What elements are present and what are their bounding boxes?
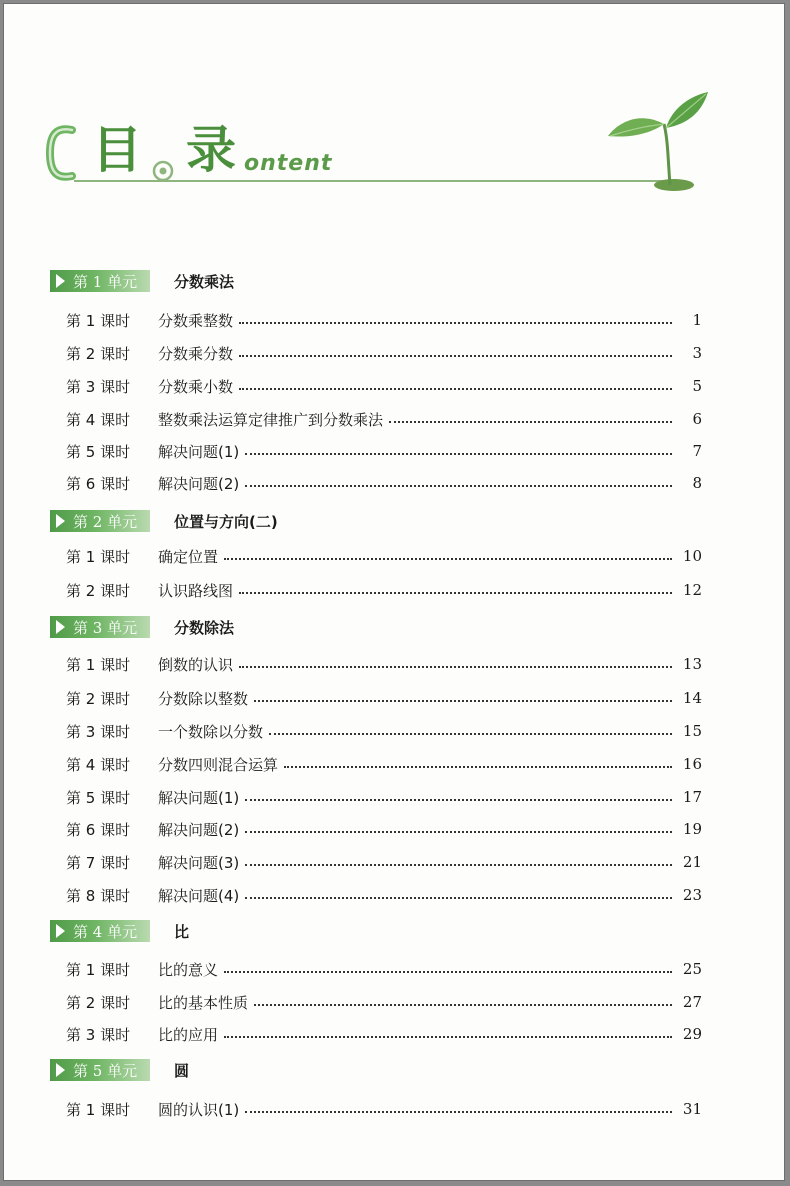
- leader-dots: [239, 666, 672, 668]
- lesson-title: 比的基本性质: [158, 993, 249, 1012]
- unit-header[interactable]: [50, 510, 278, 532]
- title-lu: 录: [186, 121, 236, 179]
- lesson-row[interactable]: [66, 308, 702, 332]
- page-number: 10: [682, 547, 702, 565]
- lesson-row[interactable]: [66, 652, 702, 676]
- lesson-number: 第 2 课时: [66, 993, 131, 1012]
- lesson-number: 第 6 课时: [66, 820, 131, 839]
- lesson-row[interactable]: [66, 439, 702, 463]
- page-number: 27: [682, 993, 702, 1011]
- unit-title: 比: [174, 922, 190, 941]
- leader-dots: [245, 897, 672, 899]
- lesson-title: 分数乘分数: [158, 344, 234, 363]
- lesson-title: 解决问题(4): [158, 886, 240, 905]
- toc-page: [3, 3, 785, 1181]
- page-number: 14: [682, 689, 702, 707]
- header-divider: [74, 180, 674, 182]
- lesson-number: 第 3 课时: [66, 1025, 131, 1044]
- lesson-title: 倒数的认识: [158, 655, 234, 674]
- unit-badge-label: 第 4 单元: [73, 922, 138, 941]
- unit-badge-label: 第 2 单元: [73, 512, 138, 531]
- unit-badge: [50, 510, 150, 532]
- page-number: 17: [682, 788, 702, 806]
- leader-dots: [245, 864, 672, 866]
- lesson-number: 第 3 课时: [66, 722, 131, 741]
- leader-dots: [224, 558, 672, 560]
- page-number: 7: [692, 442, 702, 460]
- leader-dots: [389, 421, 672, 423]
- unit-badge: [50, 1059, 150, 1081]
- page-number: 5: [692, 377, 702, 395]
- title-english: ontent: [244, 151, 333, 176]
- lesson-title: 确定位置: [158, 547, 219, 566]
- title-dot-icon: [152, 160, 174, 182]
- lesson-number: 第 2 课时: [66, 689, 131, 708]
- lesson-title: 分数乘整数: [158, 311, 234, 330]
- play-arrow-icon: [56, 1063, 65, 1077]
- leader-dots: [269, 733, 672, 735]
- unit-badge-label: 第 3 单元: [73, 618, 138, 637]
- leader-dots: [239, 355, 672, 357]
- lesson-title: 比的意义: [158, 960, 219, 979]
- lesson-title: 解决问题(3): [158, 853, 240, 872]
- lesson-row[interactable]: [66, 686, 702, 710]
- lesson-title: 解决问题(1): [158, 788, 240, 807]
- lesson-number: 第 1 课时: [66, 547, 131, 566]
- lesson-title: 比的应用: [158, 1025, 219, 1044]
- lesson-row[interactable]: [66, 578, 702, 602]
- lesson-number: 第 3 课时: [66, 377, 131, 396]
- leader-dots: [224, 1036, 672, 1038]
- lesson-number: 第 1 课时: [66, 1100, 131, 1119]
- unit-title: 圆: [174, 1061, 190, 1080]
- lesson-number: 第 6 课时: [66, 474, 131, 493]
- lesson-title: 解决问题(1): [158, 442, 240, 461]
- lesson-title: 分数四则混合运算: [158, 755, 279, 774]
- leader-dots: [254, 700, 672, 702]
- leader-dots: [245, 453, 672, 455]
- play-arrow-icon: [56, 924, 65, 938]
- toc-header: [4, 4, 784, 204]
- page-number: 1: [692, 311, 702, 329]
- lesson-number: 第 4 课时: [66, 755, 131, 774]
- lesson-title: 分数除以整数: [158, 689, 249, 708]
- lesson-row[interactable]: [66, 374, 702, 398]
- leader-dots: [239, 322, 672, 324]
- lesson-row[interactable]: [66, 1097, 702, 1121]
- page-number: 21: [682, 853, 702, 871]
- play-arrow-icon: [56, 620, 65, 634]
- c-logo-icon: [46, 122, 76, 184]
- lesson-row[interactable]: [66, 990, 702, 1014]
- lesson-number: 第 4 课时: [66, 410, 131, 429]
- leader-dots: [239, 388, 672, 390]
- lesson-row[interactable]: [66, 1022, 702, 1046]
- lesson-title: 认识路线图: [158, 581, 234, 600]
- lesson-number: 第 7 课时: [66, 853, 131, 872]
- page-number: 6: [692, 410, 702, 428]
- leader-dots: [224, 971, 672, 973]
- lesson-title: 整数乘法运算定律推广到分数乘法: [158, 410, 384, 429]
- page-number: 19: [682, 820, 702, 838]
- lesson-title: 一个数除以分数: [158, 722, 264, 741]
- leader-dots: [245, 799, 672, 801]
- sprout-icon: [602, 90, 712, 196]
- page-number: 15: [682, 722, 702, 740]
- page-number: 29: [682, 1025, 702, 1043]
- unit-header[interactable]: [50, 1059, 189, 1081]
- lesson-row[interactable]: [66, 785, 702, 809]
- leader-dots: [245, 1111, 672, 1113]
- lesson-title: 解决问题(2): [158, 474, 240, 493]
- lesson-number: 第 1 课时: [66, 960, 131, 979]
- unit-title: 分数乘法: [174, 272, 235, 291]
- lesson-number: 第 2 课时: [66, 581, 131, 600]
- unit-badge: [50, 270, 150, 292]
- unit-badge-label: 第 1 单元: [73, 272, 138, 291]
- unit-title: 位置与方向(二): [174, 512, 278, 531]
- unit-header[interactable]: [50, 920, 189, 942]
- lesson-row[interactable]: [66, 471, 702, 495]
- lesson-row[interactable]: [66, 752, 702, 776]
- unit-title: 分数除法: [174, 618, 235, 637]
- lesson-title: 分数乘小数: [158, 377, 234, 396]
- page-number: 31: [682, 1100, 702, 1118]
- page-number: 16: [682, 755, 702, 773]
- page-number: 23: [682, 886, 702, 904]
- lesson-row[interactable]: [66, 341, 702, 365]
- lesson-row[interactable]: [66, 719, 702, 743]
- lesson-number: 第 5 课时: [66, 788, 131, 807]
- play-arrow-icon: [56, 514, 65, 528]
- unit-badge-label: 第 5 单元: [73, 1061, 138, 1080]
- lesson-number: 第 1 课时: [66, 311, 131, 330]
- page-number: 12: [682, 581, 702, 599]
- lesson-number: 第 1 课时: [66, 655, 131, 674]
- lesson-row[interactable]: [66, 817, 702, 841]
- leader-dots: [239, 592, 672, 594]
- lesson-number: 第 8 课时: [66, 886, 131, 905]
- unit-badge: [50, 616, 150, 638]
- leader-dots: [245, 831, 672, 833]
- page-number: 25: [682, 960, 702, 978]
- lesson-row[interactable]: [66, 544, 702, 568]
- lesson-number: 第 5 课时: [66, 442, 131, 461]
- page-number: 3: [692, 344, 702, 362]
- leader-dots: [254, 1004, 672, 1006]
- lesson-title: 解决问题(2): [158, 820, 240, 839]
- lesson-number: 第 2 课时: [66, 344, 131, 363]
- unit-badge: [50, 920, 150, 942]
- page-number: 13: [682, 655, 702, 673]
- lesson-row[interactable]: [66, 957, 702, 981]
- play-arrow-icon: [56, 274, 65, 288]
- lesson-row[interactable]: [66, 850, 702, 874]
- unit-header[interactable]: [50, 616, 234, 638]
- lesson-title: 圆的认识(1): [158, 1100, 240, 1119]
- page-number: 8: [692, 474, 702, 492]
- unit-header[interactable]: [50, 270, 234, 292]
- lesson-row[interactable]: [66, 883, 702, 907]
- leader-dots: [245, 485, 672, 487]
- title-mu: 目: [92, 121, 142, 179]
- leader-dots: [284, 766, 672, 768]
- lesson-row[interactable]: [66, 407, 702, 431]
